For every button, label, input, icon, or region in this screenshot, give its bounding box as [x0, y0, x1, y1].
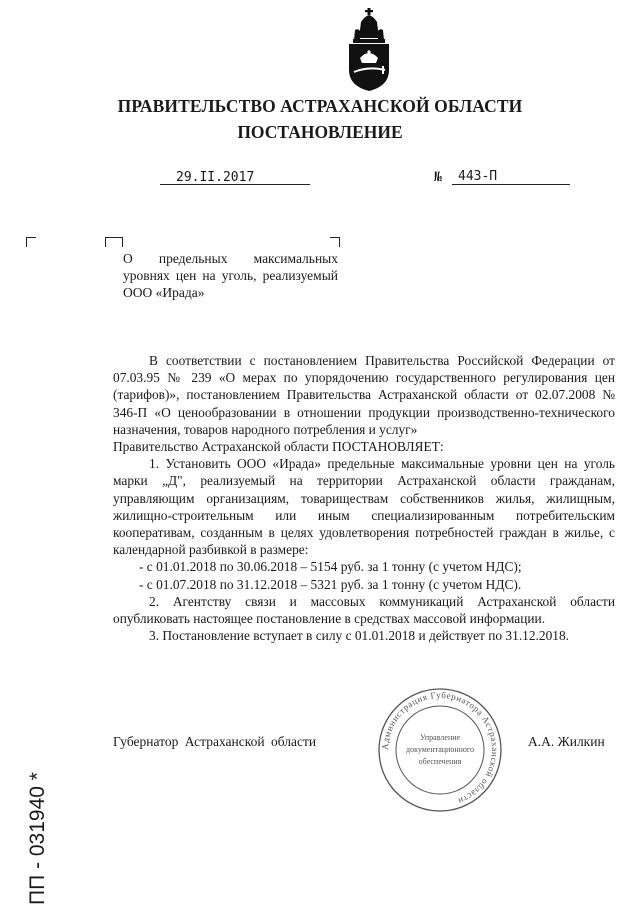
stamp-inner-line-1: Управление	[419, 733, 461, 742]
stamp-inner-line-2: документационного	[406, 745, 474, 754]
government-title: ПРАВИТЕЛЬСТВО АСТРАХАНСКОЙ ОБЛАСТИ	[117, 96, 523, 116]
item-3-paragraph: 3. Постановление вступает в силу с 01.01.2018 и действует по 31.12.2018.	[149, 628, 570, 644]
serial-number: ПП - 031940 *	[26, 772, 49, 905]
stamp-inner-line-3: обеспечения	[418, 757, 462, 766]
number-label: №	[434, 170, 442, 185]
price-line-2: - с 01.07.2018 по 31.12.2018 – 5321 руб. за 1 тонну (с учетом НДС).	[139, 576, 522, 592]
document-date: 29.II.2017	[176, 170, 255, 185]
date-underline	[160, 184, 310, 185]
coat-of-arms-emblem	[345, 8, 393, 92]
signatory-position: Губернатор Астраханской области	[113, 734, 317, 749]
price-line-1: - с 01.01.2018 по 30.06.2018 – 5154 руб. за 1 тонну (с учетом НДС);	[139, 559, 522, 575]
stamp-outer-text: Администрация Губернатора Астраханской области	[379, 689, 501, 807]
number-underline	[452, 184, 570, 185]
item-1-paragraph: 1. Установить ООО «Ирада» предельные максимальные уровни цен на уголь марки „Д", реализуемый на территории Астраханской области гражданам, управляющим организациям, товариществам собственников жилья, жилищным, жилищно-строительным или иным специализированным потребительским кооперативам, созданным в целях удовлетворения потребностей граждан в жилье, с календарной разбивкой в размере:	[113, 456, 615, 558]
item-2-paragraph: 2. Агентству связи и массовых коммуникаций Астраханской области опубликовать настоящее постановление в средствах массовой информации.	[113, 593, 615, 627]
corner-mark-left	[26, 237, 36, 247]
document-subject: О предельных максимальных уровнях цен на уголь, реализуемый ООО «Ирада»	[123, 251, 338, 300]
serial-number-block	[18, 700, 58, 905]
resolves-line: Правительство Астраханской области ПОСТАНОВЛЯЕТ:	[113, 439, 444, 455]
document-body	[113, 352, 615, 644]
document-type-title: ПОСТАНОВЛЕНИЕ	[237, 122, 403, 142]
signatory-name: А.А. Жилкин	[528, 734, 605, 749]
official-stamp	[376, 686, 504, 814]
document-number: 443-П	[458, 169, 498, 184]
corner-mark-subject-inner	[113, 237, 123, 247]
corner-mark-subject-right	[330, 237, 340, 247]
preamble-paragraph: В соответствии с постановлением Правительства Российской Федерации от 07.03.95 № 239 «О мерах по упорядочению государственного регулирования цен (тарифов)», постановлением Правительства Астраханской области от 02.07.2008 № 346-П «О ценообразовании в отношении продукции производственно-технического назначения, товаров народного потребления и услуг»	[113, 353, 615, 437]
